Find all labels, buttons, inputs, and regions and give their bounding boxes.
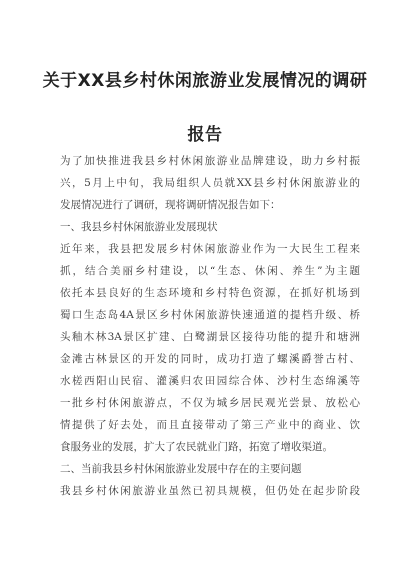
body-line: 蜀口生态岛4A景区乡村休闲旅游快速通道的提档升级、桥 — [60, 309, 360, 321]
body-line: 兴，5月上中旬，我局组织人员就XX县乡村休闲旅游业的 — [60, 177, 360, 189]
body-line: 我县乡村休闲旅游业虽然已初具规模，但仍处在起步阶段 — [60, 485, 360, 497]
body-line: 情提供了好去处，而且直接带动了第三产业中的商业、饮 — [60, 419, 360, 431]
body-line: 食服务业的发展，扩大了农民就业门路，拓宽了增收渠道。 — [60, 441, 333, 453]
body-line: 抓，结合美丽乡村建设，以“生态、休闲、养生”为主题 — [60, 265, 360, 277]
body-line: 为了加快推进我县乡村休闲旅游业品牌建设，助力乡村振 — [60, 155, 360, 167]
document-title-line-2: 报告 — [187, 125, 223, 145]
body-line: 发展情况进行了调研，现将调研情况报告如下： — [60, 199, 281, 211]
body-line: 近年来，我县把发展乡村休闲旅游业作为一大民生工程来 — [60, 243, 360, 255]
body-line: 一批乡村休闲旅游点，不仅为城乡居民观光尝景、放松心 — [60, 397, 360, 409]
body-line: 金滩古林景区的开发的同时，成功打造了螺溪爵誉古村、 — [60, 353, 360, 365]
body-line: 二、当前我县乡村休闲旅游业发展中存在的主要问题 — [60, 463, 302, 475]
document-title-line-1: 关于XX县乡村休闲旅游业发展情况的调研 — [42, 71, 368, 91]
body-line: 头釉木林3A景区扩建、白鹭湖景区接待功能的提升和塘洲 — [60, 331, 360, 343]
body-line: 水槎西阳山民宿、灌溪归农田园综合体、沙村生态绵溪等 — [60, 375, 360, 387]
body-line: 一、我县乡村休闲旅游业发展现状 — [60, 221, 218, 233]
document-body — [60, 150, 360, 502]
body-line: 依托本县良好的生态环境和乡村特色资源，在抓好机场到 — [60, 287, 360, 299]
